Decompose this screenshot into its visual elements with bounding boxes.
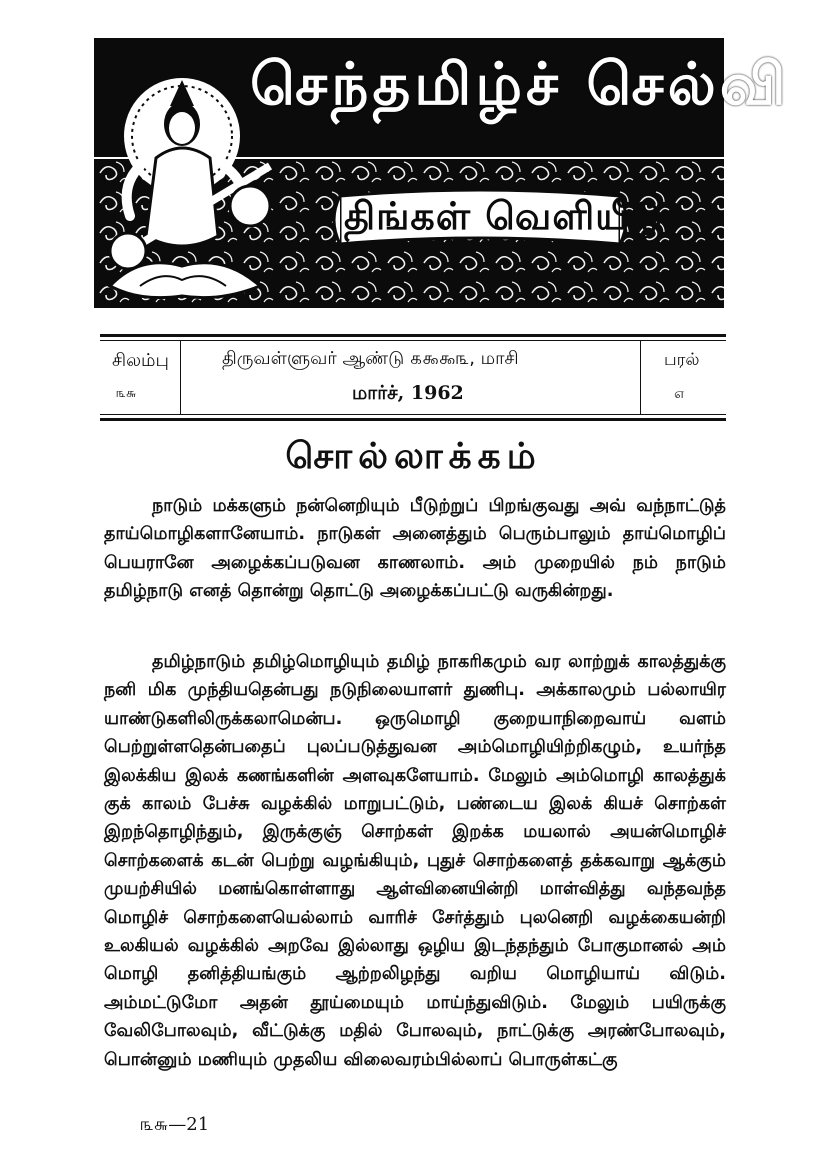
article-paragraph-1 <box>104 492 726 606</box>
header-divider-right <box>640 340 641 414</box>
header-bottom-rule <box>100 418 726 421</box>
paragraph-2-text: தமிழ்நாடும் தமிழ்மொழியும் தமிழ் நாகரிகமும் வர லாற்றுக் காலத்துக்கு நனி மிக முந்தியதென்பது நடுநிலையாளர் துணிபு. அக்காலமும் பல்லாயிர யாண்டுகளிலிருக்கலாமென்ப. ஒருமொழி குறையாநிறைவாய் வளம் பெற்றுள்ளதென்பதைப் புலப்படுத்துவன அம்மொழியிற்றிகழும், உயர்ந்த இலக்கிய இலக் கணங்களின் அளவுகளேயாம். மேலும் அம்மொழி காலத்துக் குக் காலம் பேச்சு வழக்கில் மாறுபட்டும், பண்டைய இலக் கியச் சொற்கள் இறந்தொழிந்தும், இருக்குஞ் சொற்கள் இறக்க மயலால் அயன்மொழிச் சொற்களைக் கடன் பெற்று வழங்கியும், புதுச் சொற்களைத் தக்கவாறு ஆக்கும் முயற்சியில் மனங்கொள்ளாது ஆள்வினையின்றி மாள்வித்து வந்தவந்த மொழிச் சொற்களையெல்லாம் வாரிச் சேர்த்தும் புலனெறி வழக்கையன்றி உலகியல் வழக்கில் அறவே இல்லாது ஒழிய இடந்தந்தும் போகுமானல் அம் மொழி தனித்தியங்கும் ஆற்றலிழந்து வறிய மொழியாய் விடும். அம்மட்டுமோ அதன் தூய்மையும் மாய்ந்துவிடும். மேலும் பயிருக்கு வேலிபோலவும், வீட்டுக்கு மதில் போலவும், நாட்டுக்கு அரண்போலவும், பொன்னும் மணியும் முதலிய விலைவரம்பில்லாப் பொருள்கட்கு <box>104 652 726 1070</box>
header-divider-left <box>180 340 181 414</box>
volume-number: ௩௬ <box>116 386 137 401</box>
volume-label: சிலம்பு <box>112 350 169 371</box>
header-top-rule-thin <box>100 340 726 341</box>
issue-number: ௭ <box>674 386 685 402</box>
masthead-banner-text: திங்கள் வெளியீடு <box>344 194 664 238</box>
date-line: மார்ச், 1962 <box>352 382 464 404</box>
paragraph-1-text: நாடும் மக்களும் நன்னெறியும் பீடுற்றுப் பிறங்குவது அவ் வந்நாட்டுத் தாய்மொழிகளானேயாம். நாடுகள் அனைத்தும் பெரும்பாலும் தாய்மொழிப் பெயரானே அழைக்கப்படுவன காணலாம். அம் முறையில் நம் நாடும் தமிழ்நாடு எனத் தொன்று தொட்டு அழைக்கப்பட்டு வருகின்றது. <box>104 496 726 602</box>
masthead-title: செந்தமிழ்ச் செல்வி <box>250 50 790 118</box>
header-top-rule <box>100 334 726 337</box>
page-number-marker: ௩௬—21 <box>140 1114 210 1135</box>
header-bottom-rule-thin <box>100 414 726 415</box>
article-title: சொல்லாக்கம் <box>285 436 542 477</box>
article-paragraph-2 <box>104 648 726 1074</box>
year-line: திருவள்ளுவர் ஆண்டு ௧௯௯௩, மாசி <box>222 348 519 369</box>
masthead-banner <box>94 38 790 308</box>
issue-label: பரல் <box>664 350 700 370</box>
